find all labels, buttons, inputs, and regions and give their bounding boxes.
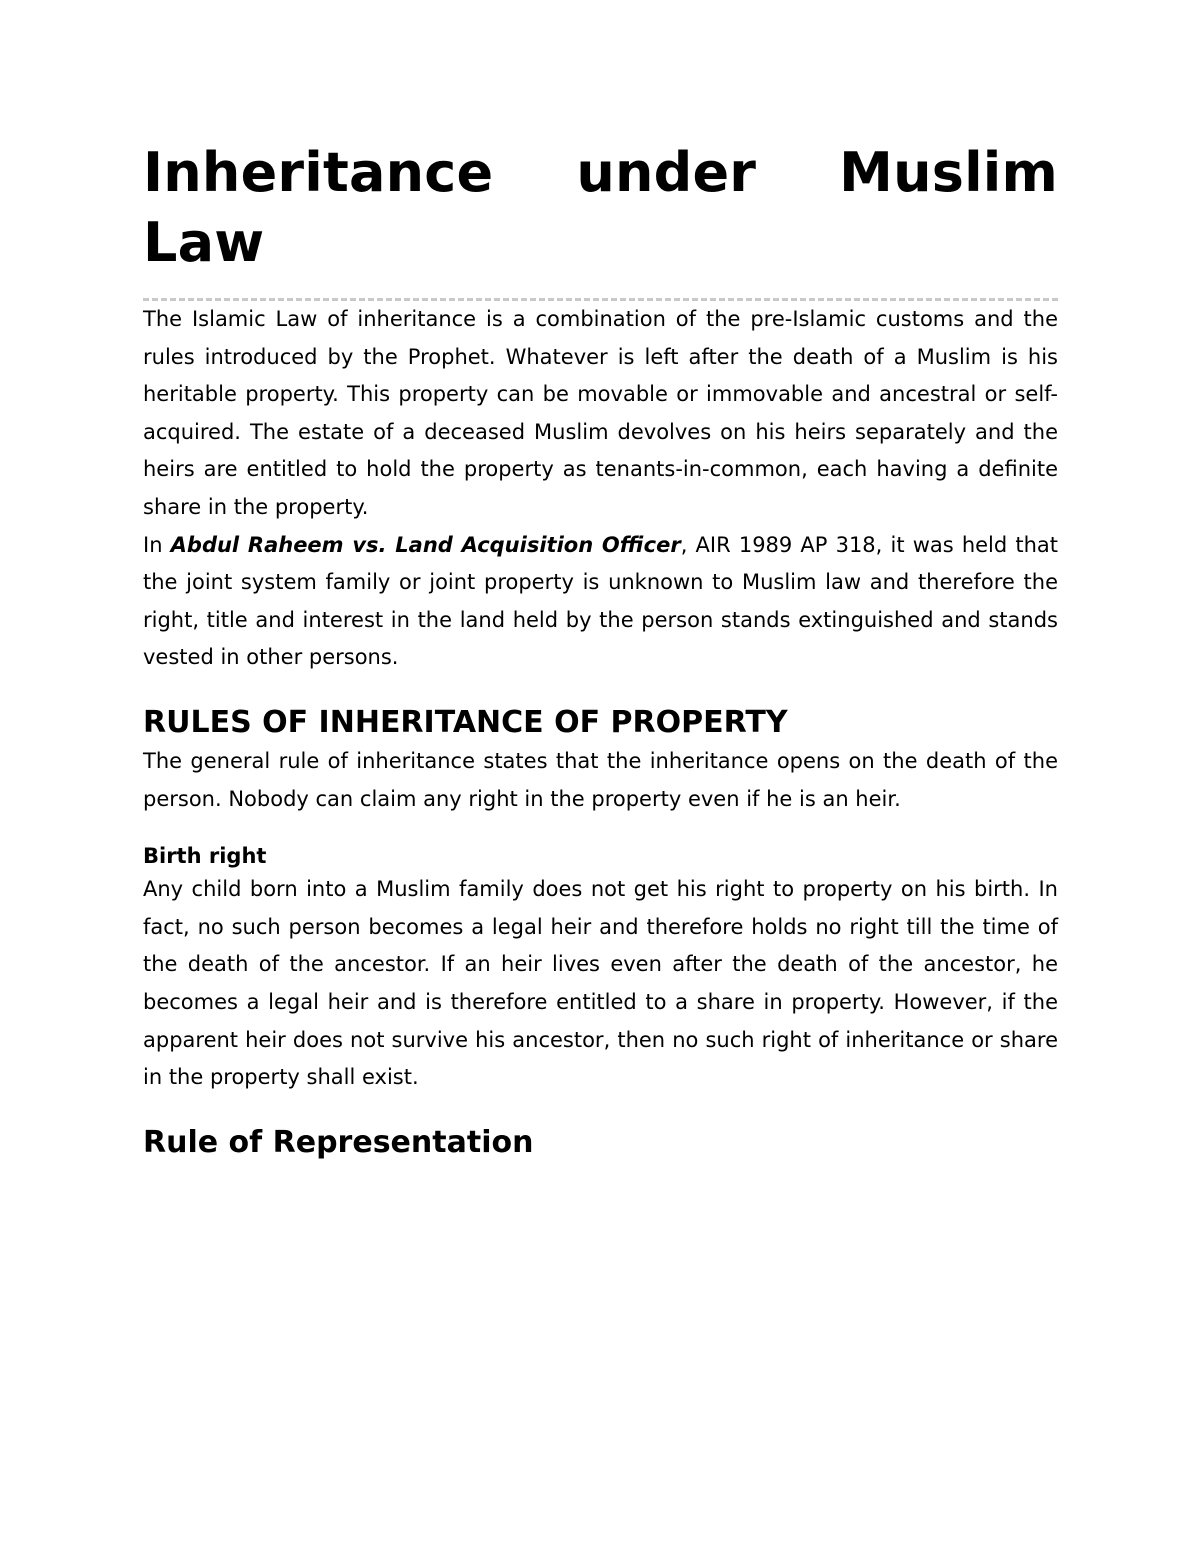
case-name: Abdul Raheem vs. Land Acquisition Officer — [170, 532, 681, 557]
section-heading-representation: Rule of Representation — [143, 1124, 534, 1160]
case-paragraph — [143, 527, 1058, 677]
document-page — [143, 138, 1058, 1163]
general-rule-paragraph: The general rule of inheritance states that the inheritance opens on the death of the person. Nobody can claim any right in the property even if he is an heir. — [143, 748, 1058, 811]
case-paragraph-suffix: , AIR 1989 AP 318, it was held that the joint system family or joint property is unknown to Muslim law and therefore the right, title and interest in the land held by the person stands extinguished and stands vested in other persons. — [143, 532, 1059, 670]
document-title: Inheritance under Muslim Law — [143, 141, 1058, 274]
intro-paragraph: The Islamic Law of inheritance is a combination of the pre-Islamic customs and the rules introduced by the Prophet. Whatever is left after the death of a Muslim is his heritable property. This property can be movable or immovable and ancestral or self-acquired. The estate of a deceased Muslim devolves on his heirs separately and the heirs are entitled to hold the property as tenants-in-common, each having a definite share in the property. — [143, 307, 1058, 519]
section-heading-rules: RULES OF INHERITANCE OF PROPERTY — [143, 704, 788, 740]
subheading-birth-right: Birth right — [143, 844, 267, 869]
case-paragraph-prefix: In — [143, 532, 171, 557]
birth-right-paragraph: Any child born into a Muslim family does not get his right to property on his birth. In fact, no such person becomes a legal heir and therefore holds no right till the time of the death of the ancestor. If an heir lives even after the death of the ancestor, he becomes a legal heir and is therefore entitled to a share in property. However, if the apparent heir does not survive his ancestor, then no such right of inheritance or share in the property shall exist. — [143, 877, 1058, 1090]
